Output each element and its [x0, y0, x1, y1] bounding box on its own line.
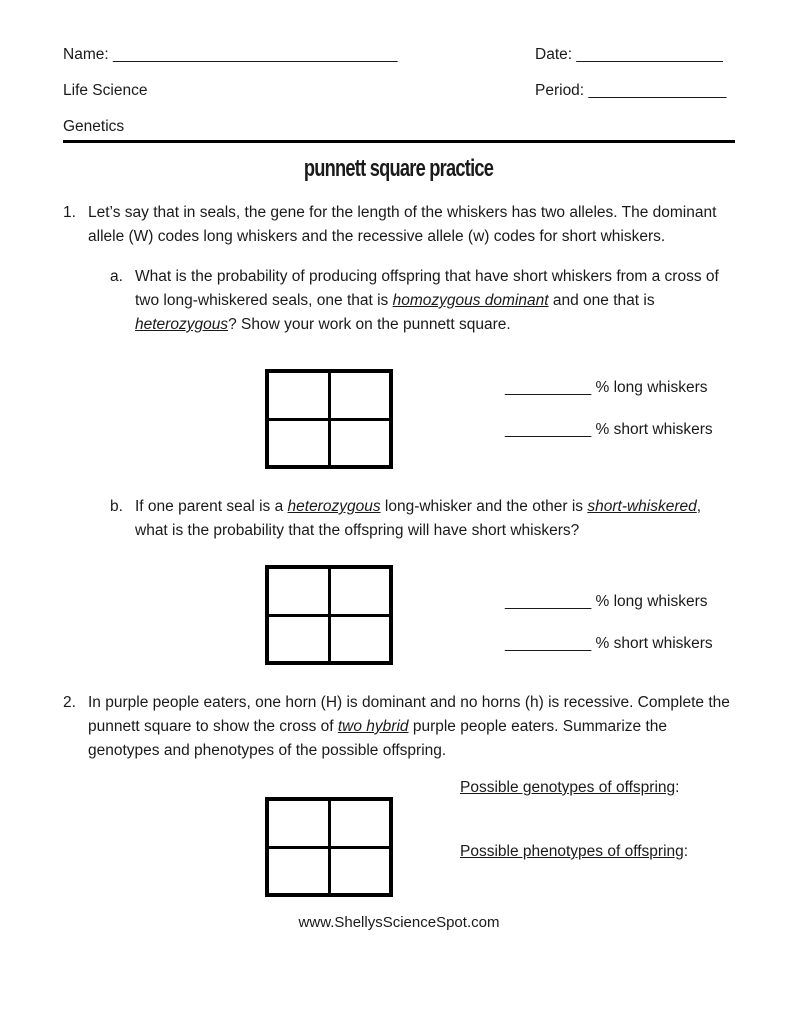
date-label: Date:	[535, 46, 573, 63]
punnett-cell[interactable]	[331, 849, 390, 894]
question-2-text: In purple people eaters, one horn (H) is dominant and no horns (h) is recessive. Complete the punnett square to show the cross of two hybrid purple people eaters. Summarize the genotypes and phenotypes of the possible offspring.	[88, 694, 730, 759]
phenotypes-prompt	[460, 841, 688, 863]
answer-blank-short-1b[interactable]: __________	[505, 635, 592, 652]
question-2	[63, 691, 735, 763]
course-label: Life Science	[63, 82, 148, 99]
header-row-2	[63, 80, 735, 102]
answer-label-long-1a: % long whiskers	[591, 379, 708, 396]
punnett-cell[interactable]	[331, 421, 390, 466]
header	[63, 44, 735, 143]
emphasis-homozygous-dominant: homozygous dominant	[392, 292, 549, 309]
punnett-cell[interactable]	[331, 569, 390, 614]
answer-blank-short-1a[interactable]: __________	[505, 421, 592, 438]
answer-label-short-1a: % short whiskers	[591, 421, 713, 438]
worksheet-title-text: punnett square practice	[304, 155, 494, 182]
worksheet-title	[63, 155, 735, 183]
question-1-text: Let’s say that in seals, the gene for the length of the whiskers has two alleles. The dominant allele (W) codes long whiskers and the recessive allele (w) codes for short whiskers.	[88, 204, 717, 245]
question-1a-letter: a.	[110, 268, 123, 285]
punnett-cell[interactable]	[331, 373, 390, 418]
punnett-cell[interactable]	[269, 617, 328, 662]
footer-url: www.ShellysScienceSpot.com	[298, 914, 500, 931]
question-1	[63, 201, 735, 249]
punnett-cell[interactable]	[269, 801, 328, 846]
genotypes-label: Possible genotypes of offspring	[460, 779, 676, 796]
punnett-section-2	[63, 777, 735, 897]
name-field	[63, 44, 535, 66]
answer-long-whiskers-1a	[505, 377, 713, 399]
answer-label-short-1b: % short whiskers	[591, 635, 713, 652]
question-1-number: 1.	[63, 204, 76, 221]
punnett-cell[interactable]	[269, 569, 328, 614]
question-1b	[110, 495, 735, 543]
punnett-section-1a	[63, 369, 735, 469]
answer-column-1a	[505, 377, 713, 441]
question-1b-text: If one parent seal is a heterozygous long-whisker and the other is short-whiskered, what is the probability that the offspring will have short whiskers?	[135, 498, 702, 539]
answer-short-whiskers-1a	[505, 419, 713, 441]
phenotypes-colon: :	[683, 843, 689, 860]
punnett-cell[interactable]	[269, 849, 328, 894]
answer-long-whiskers-1b	[505, 591, 713, 613]
punnett-square-1b	[265, 565, 393, 665]
punnett-cell[interactable]	[269, 373, 328, 418]
question-1a-text: What is the probability of producing offspring that have short whiskers from a cross of two long-whiskered seals, one that is homozygous dominant and one that is heterozygous? Show your work on the punnett square.	[135, 268, 719, 333]
genotypes-prompt	[460, 777, 688, 799]
phenotypes-label: Possible phenotypes of offspring	[460, 843, 684, 860]
question-1b-letter: b.	[110, 498, 123, 515]
answer-short-whiskers-1b	[505, 633, 713, 655]
date-blank[interactable]: _________________	[576, 46, 723, 63]
punnett-square-2	[265, 797, 393, 897]
question-2-number: 2.	[63, 694, 76, 711]
answer-blank-long-1b[interactable]: __________	[505, 593, 592, 610]
period-label: Period:	[535, 82, 585, 99]
question-1a	[110, 265, 735, 337]
punnett-section-1b	[63, 565, 735, 665]
emphasis-heterozygous-b: heterozygous	[287, 498, 381, 515]
name-label: Name:	[63, 46, 109, 63]
punnett-cell[interactable]	[331, 801, 390, 846]
date-field	[535, 44, 735, 66]
genotypes-colon: :	[675, 779, 680, 796]
header-row-1	[63, 44, 735, 66]
unit-label: Genetics	[63, 118, 125, 135]
header-rule	[63, 140, 735, 143]
period-field	[535, 80, 735, 102]
emphasis-heterozygous: heterozygous	[135, 316, 229, 333]
punnett-cell[interactable]	[331, 617, 390, 662]
answer-label-long-1b: % long whiskers	[591, 593, 708, 610]
period-blank[interactable]: ________________	[588, 82, 727, 99]
answer-column-1b	[505, 591, 713, 655]
answer-blank-long-1a[interactable]: __________	[505, 379, 592, 396]
punnett-cell[interactable]	[269, 421, 328, 466]
emphasis-two-hybrid: two hybrid	[337, 718, 409, 735]
emphasis-short-whiskered: short-whiskered	[587, 498, 697, 515]
punnett-square-1a	[265, 369, 393, 469]
header-row-3	[63, 116, 735, 138]
offspring-summary	[460, 777, 688, 863]
name-blank[interactable]: _________________________________	[112, 46, 398, 63]
